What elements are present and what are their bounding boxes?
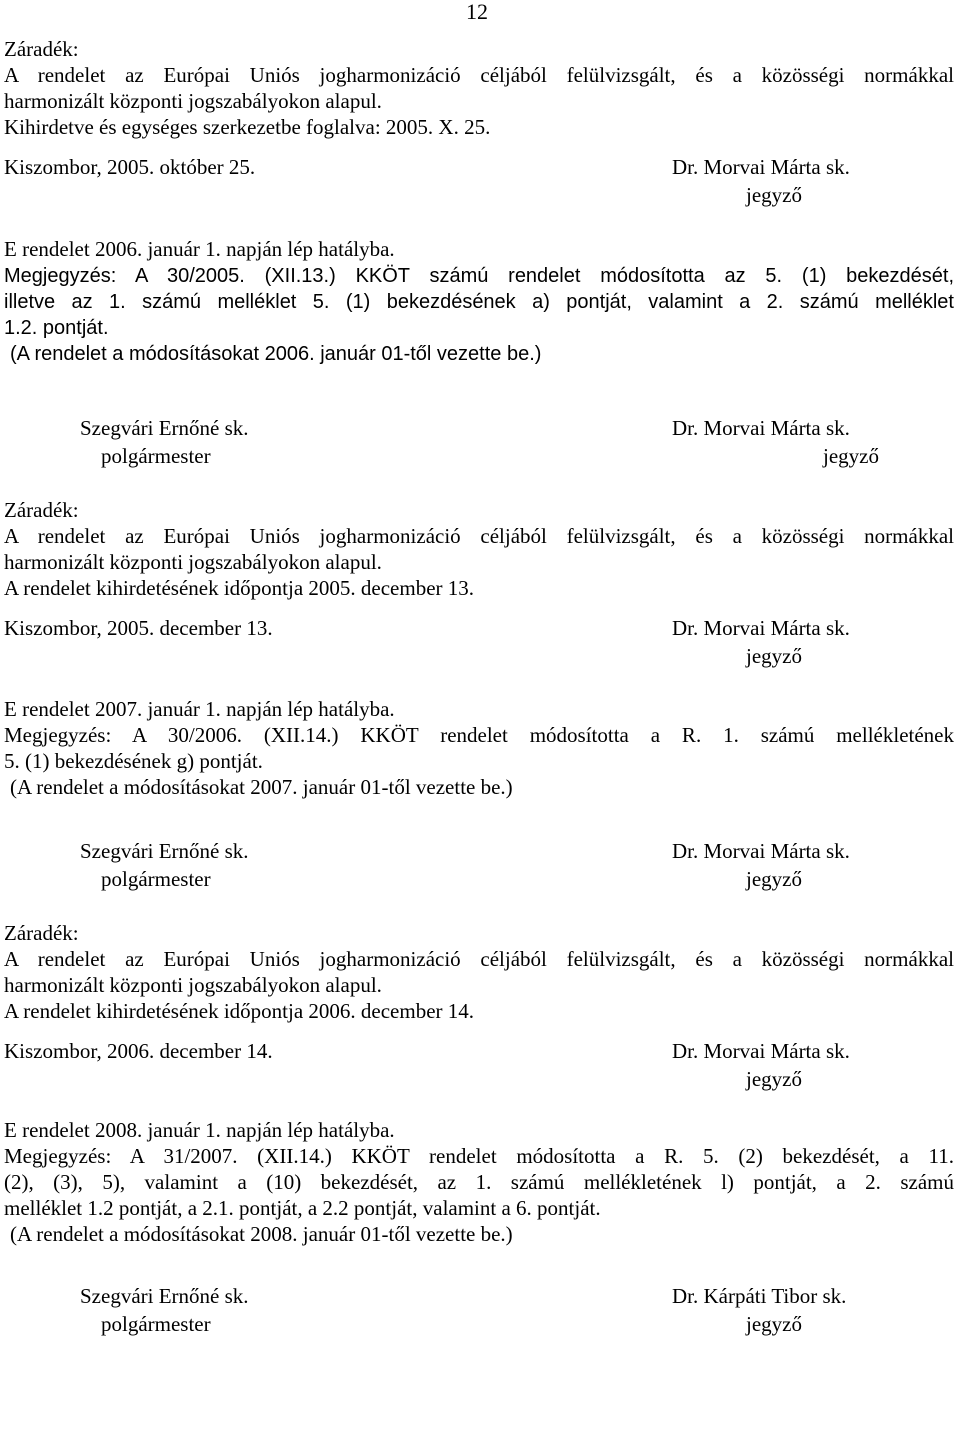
clause-line: Kihirdetve és egységes szerkezetbe foglalva: 2005. X. 25. [4,115,491,139]
amendment-applied: (A rendelet a módosításokat 2006. január 01-től vezette be.) [10,343,542,365]
place-date: Kiszombor, 2006. december 14. [4,1039,273,1063]
notary-name: Dr. Morvai Márta sk. [672,839,850,863]
note-line: 1.2. pontját. [4,317,109,339]
place-date: Kiszombor, 2005. október 25. [4,155,256,179]
notary-name: Dr. Kárpáti Tibor sk. [672,1284,847,1308]
clause-line: A rendelet az Európai Uniós jogharmonizáció céljából felülvizsgált, és a közösségi normákkal [4,524,954,548]
notary-name: Dr. Morvai Márta sk. [672,1039,850,1063]
amendment-applied: (A rendelet a módosításokat 2008. január 01-től vezette be.) [10,1222,513,1246]
note-line: Megjegyzés: A 31/2007. (XII.14.) KKÖT rendelet módosította a R. 5. (2) bekezdését, a 11. [4,1144,954,1168]
clause-line: A rendelet az Európai Uniós jogharmonizáció céljából felülvizsgált, és a közösségi normákkal [4,947,954,971]
notary-title: jegyző [746,1067,802,1091]
page-number: 12 [466,0,488,24]
mayor-title: polgármester [101,1312,211,1336]
note-line: Megjegyzés: A 30/2006. (XII.14.) KKÖT rendelet módosította a R. 1. számú mellékletének [4,723,954,747]
mayor-title: polgármester [101,867,211,891]
effective-date: E rendelet 2008. január 1. napján lép hatályba. [4,1118,395,1142]
clause-heading: Záradék: [4,921,79,945]
mayor-title: polgármester [101,444,211,468]
mayor-name: Szegvári Ernőné sk. [80,1284,249,1308]
notary-name: Dr. Morvai Márta sk. [672,155,850,179]
clause-heading: Záradék: [4,498,79,522]
clause-line: A rendelet az Európai Uniós jogharmonizáció céljából felülvizsgált, és a közösségi normákkal [4,63,954,87]
amendment-applied: (A rendelet a módosításokat 2007. január 01-től vezette be.) [10,775,513,799]
notary-name: Dr. Morvai Márta sk. [672,616,850,640]
clause-line: A rendelet kihirdetésének időpontja 2006. december 14. [4,999,475,1023]
mayor-name: Szegvári Ernőné sk. [80,416,249,440]
note-line: illetve az 1. számú melléklet 5. (1) bekezdésének a) pontját, valamint a 2. számú melléklet [4,291,954,313]
note-line: (2), (3), 5), valamint a (10) bekezdését, az 1. számú mellékletének l) pontját, a 2. számú [4,1170,954,1194]
clause-line: harmonizált központi jogszabályokon alapul. [4,973,382,997]
note-line: Megjegyzés: A 30/2005. (XII.13.) KKÖT számú rendelet módosította az 5. (1) bekezdését, [4,265,954,287]
clause-line: harmonizált központi jogszabályokon alapul. [4,89,382,113]
effective-date: E rendelet 2006. január 1. napján lép hatályba. [4,237,395,261]
note-line: melléklet 1.2 pontját, a 2.1. pontját, a 2.2 pontját, valamint a 6. pontját. [4,1196,601,1220]
notary-title: jegyző [746,867,802,891]
mayor-name: Szegvári Ernőné sk. [80,839,249,863]
clause-heading: Záradék: [4,37,79,61]
notary-title: jegyző [746,183,802,207]
effective-date: E rendelet 2007. január 1. napján lép hatályba. [4,697,395,721]
clause-line: A rendelet kihirdetésének időpontja 2005. december 13. [4,576,475,600]
notary-title: jegyző [746,1312,802,1336]
notary-title: jegyző [823,444,879,468]
place-date: Kiszombor, 2005. december 13. [4,616,273,640]
notary-title: jegyző [746,644,802,668]
notary-name: Dr. Morvai Márta sk. [672,416,850,440]
note-line: 5. (1) bekezdésének g) pontját. [4,749,263,773]
clause-line: harmonizált központi jogszabályokon alapul. [4,550,382,574]
